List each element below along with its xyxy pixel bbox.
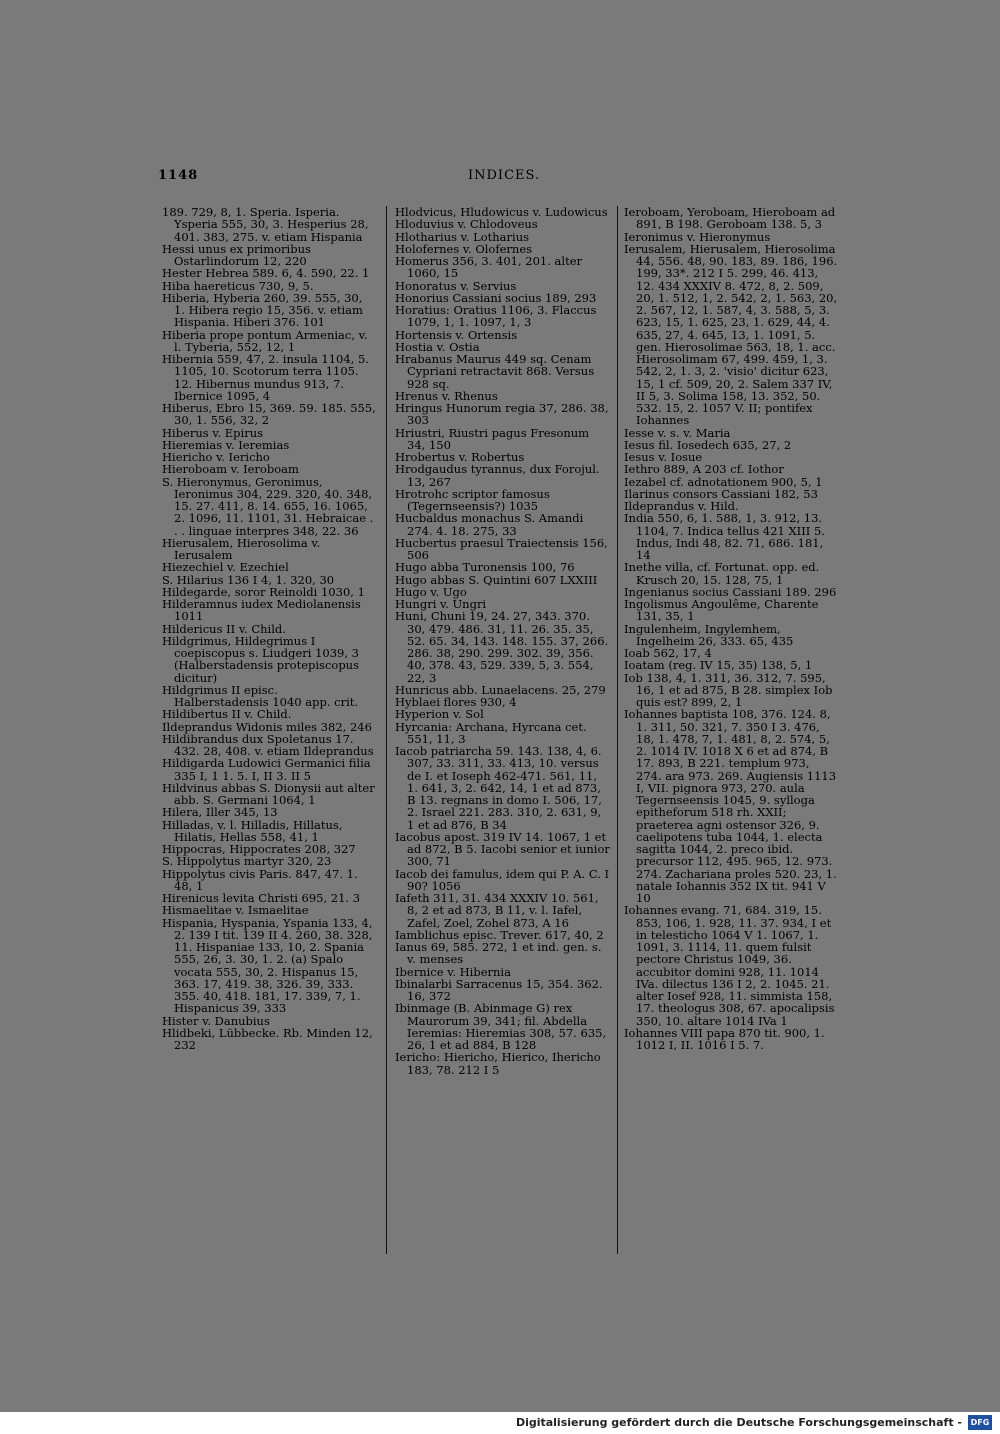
index-column-1 — [162, 206, 376, 1051]
index-entry: Hyrcania: Archana, Hyrcana cet. 551, 11, 3 — [395, 719, 587, 746]
index-entry: Hilladas, v. l. Hilladis, Hillatus, Hilatis, Hellas 558, 41, 1 — [162, 817, 343, 844]
index-entry: Hiberus, Ebro 15, 369. 59. 185. 555, 30, 1. 556, 32, 2 — [162, 401, 376, 428]
index-entry: Hister v. Danubius — [162, 1013, 270, 1028]
index-entry: Ingenianus socius Cassiani 189. 296 — [624, 584, 837, 599]
column-divider — [617, 206, 618, 1254]
index-entry: Hester Hebrea 589. 6, 4. 590, 22. 1 — [162, 266, 370, 281]
page-title: INDICES. — [468, 168, 541, 183]
index-entry: Hiericho v. Iericho — [162, 450, 270, 464]
index-entry: Iacob dei famulus, idem qui P. A. C. I 90? 1056 — [395, 866, 610, 893]
index-entry: Inethe villa, cf. Fortunat. opp. ed. Krusch 20, 15. 128, 75, 1 — [624, 560, 820, 587]
index-entry: Hildvinus abbas S. Dionysii aut alter abb. S. Germani 1064, 1 — [162, 780, 375, 807]
index-entry: Hildegarde, soror Reinoldi 1030, 1 — [162, 584, 365, 599]
index-entry: Hildibrandus dux Spoletanus 17. 432. 28, 408. v. etiam Ildeprandus — [162, 731, 374, 758]
index-entry: Hiezechiel v. Ezechiel — [162, 560, 289, 575]
index-entry: Hrodgaudus tyrannus, dux Forojul. 13, 267 — [395, 462, 600, 489]
index-entry: Hrotrohc scriptor famosus (Tegernseensis?) 1035 — [395, 486, 550, 513]
index-entry: Ibernice v. Hibernia — [395, 964, 511, 979]
index-entry: Hierusalem, Hierosolima v. Ierusalem — [162, 535, 321, 562]
index-entry: Hortensis v. Ortensis — [395, 327, 518, 342]
index-entry: Hildgrimus, Hildegrimus I coepiscopus s. Liudgeri 1039, 3 (Halberstadensis protepiscopus dicitur) — [162, 633, 359, 685]
index-entry: Ianus 69, 585. 272, 1 et ind. gen. s. v. menses — [395, 940, 602, 967]
index-entry: Iohannes evang. 71, 684. 319, 15. 853, 106, 1. 928, 11. 37. 934, I et in telesticho 1064 V 1. 1067, 1. 1091, 3. 1114, 11. quem fulsit pectore Christus 1049, 36. accubitor domini 928, 11. 1014 IVa. dilectus 136 I 2, 2. 1045. 21. alter Iosef 928, 11. simmista 158, 17. theologus 308, 67. apocalipsis 350, 10. altare 1014 IVa 1 — [624, 903, 835, 1028]
index-entry: S. Hippolytus martyr 320, 23 — [162, 854, 332, 869]
index-entry: Hilera, Iller 345, 13 — [162, 805, 278, 820]
index-entry: Hismaelitae v. Ismaelitae — [162, 903, 309, 918]
index-entry: Iesus v. Iosue — [624, 450, 703, 464]
index-entry: Hieroboam v. Ieroboam — [162, 462, 299, 477]
index-entry: Hieremias v. Ieremias — [162, 437, 290, 452]
index-entry: Hessi unus ex primoribus Ostarlindorum 12, 220 — [162, 241, 311, 268]
index-entry: Hippocras, Hippocrates 208, 327 — [162, 842, 356, 856]
index-entry: Honorius Cassiani socius 189, 293 — [395, 290, 597, 305]
index-entry: Hlidbeki, Lübbecke. Rb. Minden 12, 232 — [162, 1025, 373, 1052]
index-entry: Ibinalarbi Sarracenus 15, 354. 362. 16, 372 — [395, 976, 603, 1003]
page-header — [158, 168, 848, 188]
index-entry: India 550, 6, 1. 588, 1, 3. 912, 13. 1104, 7. Indica tellus 421 XIII 5. Indus, Indi 48, 82. 71, 686. 181, 14 — [624, 511, 825, 562]
index-entry: Hispania, Hyspania, Yspania 133, 4, 2. 139 I tit. 139 II 4. 260, 38. 328, 11. Hispaniae 133, 10, 2. Spania 555, 26, 3. 30, 1. 2. (a) Spalo vocata 555, 30, 2. Hispanus 15, 363. 17, 419. 38, 326. 39, 333. 355. 40, 418. 181, 17. 339, 7, 1. Hispanicus 39, 333 — [162, 915, 373, 1016]
index-entry: Hungri v. Ungri — [395, 597, 487, 611]
index-entry: Ieronimus v. Hieronymus — [624, 229, 771, 244]
index-entry: Hostia v. Ostia — [395, 339, 480, 354]
index-entry: Ildeprandus Widonis miles 382, 246 — [162, 719, 372, 734]
index-entry: Iacob patriarcha 59. 143. 138, 4, 6. 307, 33. 311, 33. 413, 10. versus de I. et Ioseph 462-471. 561, 11, 1. 641, 3, 2. 642, 14, 1 et ad 873, B 13. regnans in domo I. 506, 17, 2. Israel 221. 283. 310, 2. 631, 9, 1 et ad 876, B 34 — [395, 744, 602, 832]
index-entry: Ingolismus Angoulême, Charente 131, 35, 1 — [624, 597, 819, 624]
index-entry: Hildibertus II v. Child. — [162, 707, 292, 722]
index-entry: Hrabanus Maurus 449 sq. Cenam Cypriani retractavit 868. Versus 928 sq. — [395, 352, 595, 391]
index-entry: Iezabel cf. adnotationem 900, 5, 1 — [624, 474, 823, 489]
index-entry: Iohannes baptista 108, 376. 124. 8, 1. 311, 50. 321, 7. 350 I 3. 476, 18, 1. 478, 7, 1. 481, 8, 2. 574, 5, 2. 1014 IV. 1018 X 6 et ad 874, B 17. 893, B 221. templum 973, 274. ara 973. 269. Augiensis 1113 I, VII. pignora 973, 270. aula Tegernseensis 1045, 9. sylloga epitheforum 518 rh. XXII; praeterea agni ostensor 326, 9. caelipotens tuba 1044, 1. electa sagitta 1044, 2. preco ibid. precursor 112, 495. 965, 12. 973. 274. Zachariana proles 520. 23, 1. natale Iohannis 352 IX tit. 941 V 10 — [624, 707, 837, 905]
index-entry: Iamblichus episc. Trever. 617, 40, 2 — [395, 927, 604, 942]
index-entry: Hugo v. Ugo — [395, 584, 467, 599]
index-entry: Iob 138, 4, 1. 311, 36. 312, 7. 595, 16, 1 et ad 875, B 28. simplex Iob quis est? 899, 2, 1 — [624, 670, 833, 709]
index-entry: Hildigarda Ludowici Germanici filia 335 I, 1 1. 5. I, II 3. II 5 — [162, 756, 371, 783]
footer-bar — [0, 1412, 1000, 1434]
dfg-logo: DFG — [968, 1415, 992, 1430]
index-entry: Iesse v. s. v. Maria — [624, 425, 731, 440]
column-divider — [386, 206, 387, 1254]
index-entry: Ildeprandus v. Hild. — [624, 499, 739, 513]
index-entry: Hringus Hunorum regia 37, 286. 38, 303 — [395, 401, 609, 428]
index-entry: Horatius: Oratius 1106, 3. Flaccus 1079, 1, 1. 1097, 1, 3 — [395, 303, 597, 330]
index-entry: Hirenicus levita Christi 695, 21. 3 — [162, 891, 361, 905]
index-entry: Iohannes VIII papa 870 tit. 900, 1. 1012 I, II. 1016 I 5. 7. — [624, 1025, 825, 1052]
index-entry: Hilderamnus iudex Mediolanensis 1011 — [162, 597, 361, 624]
index-entry: Hugo abbas S. Quintini 607 LXXIII — [395, 572, 598, 587]
index-entry: Iafeth 311, 31. 434 XXXIV 10. 561, 8, 2 et ad 873, B 11, v. l. Iafel, Zafel, Zoel, Zohel 873, A 16 — [395, 891, 599, 930]
index-entry: S. Hilarius 136 I 4, 1. 320, 30 — [162, 572, 335, 587]
index-entry: Hlotharius v. Lotharius — [395, 229, 530, 244]
index-entry: Ilarinus consors Cassiani 182, 53 — [624, 486, 818, 501]
index-entry: Hlodvicus, Hludowicus v. Ludowicus — [395, 205, 608, 219]
index-entry: Huni, Chuni 19, 24. 27, 343. 370. 30, 479. 486. 31, 11. 26. 35. 35, 52. 65. 34, 143. 148. 155. 37, 266. 286. 38, 290. 299. 302. 39, 356. 40, 378. 43, 529. 339, 5, 3. 554, 22, 3 — [395, 609, 609, 685]
index-entry: Iericho: Hiericho, Hierico, Ihericho 183, 78. 212 I 5 — [395, 1050, 601, 1077]
index-entry: Holofernes v. Olofernes — [395, 241, 533, 256]
index-entry: Ioatam (reg. IV 15, 35) 138, 5, 1 — [624, 658, 813, 673]
index-entry: Hildericus II v. Child. — [162, 621, 286, 636]
index-entry: Hiberia prope pontum Armeniac, v. l. Tyberia, 552, 12, 1 — [162, 327, 368, 354]
index-entry: Hibernia 559, 47, 2. insula 1104, 5. 1105, 10. Scotorum terra 1105. 12. Hibernus mundus 913, 7. Ibernice 1095, 4 — [162, 352, 369, 403]
index-entry: Hiba haereticus 730, 9, 5. — [162, 278, 314, 293]
index-entry: Honoratus v. Servius — [395, 278, 517, 293]
funding-note: Digitalisierung gefördert durch die Deutsche Forschungsgemeinschaft - — [515, 1416, 962, 1429]
index-entry: Hrobertus v. Robertus — [395, 450, 525, 464]
index-entry: Hucbertus praesul Traiectensis 156, 506 — [395, 535, 608, 562]
page-number: 1148 — [158, 168, 199, 183]
index-entry: Iethro 889, A 203 cf. Iothor — [624, 462, 784, 477]
index-entry: Hyblaei flores 930, 4 — [395, 695, 517, 709]
index-entry: Iacobus apost. 319 IV 14. 1067, 1 et ad 872, B 5. Iacobi senior et iunior 300, 71 — [395, 829, 610, 869]
index-entry: Hugo abba Turonensis 100, 76 — [395, 560, 575, 575]
index-entry: Hriustri, Riustri pagus Fresonum 34, 150 — [395, 425, 590, 452]
index-entry: Homerus 356, 3. 401, 201. alter 1060, 15 — [395, 254, 582, 281]
index-column-2 — [395, 206, 610, 1076]
index-entry: Ibinmage (B. Abinmage G) rex Maurorum 39, 341; fil. Abdella Ieremias: Hieremias 308, 57. 635, 26, 1 et ad 884, B 128 — [395, 1001, 607, 1052]
index-entry: Iesus fil. Iosedech 635, 27, 2 — [624, 437, 792, 452]
index-entry: Ioab 562, 17, 4 — [624, 646, 712, 660]
index-entry: Hildgrimus II episc. Halberstadensis 1040 app. crit. — [162, 682, 359, 709]
index-entry: Ierusalem, Hierusalem, Hierosolima 44, 556. 48, 90. 183, 89. 186, 196. 199, 33*. 212 I 5. 299, 46. 413, 12. 434 XXXIV 8. 472, 8, 2. 509, 20, 1. 512, 1, 2. 542, 2, 1. 563, 20, 2. 567, 12, 1. 587, 4, 3. 588, 5, 3. 623, 15, 1. 625, 23, 1. 629, 44, 4. 635, 27, 4. 645, 13, 1. 1091, 5. gen. Hierosolimae 563, 18, 1. acc. Hierosolimam 67, 499. 459, 1, 3. 542, 2, 1. 3, 2. 'visio' dicitur 623, 15, 1 cf. 509, 20, 2. Salem 337 IV, II 5, 3. Solima 158, 13. 352, 50. 532. 15, 2. 1057 V. II; pontifex Iohannes — [624, 241, 838, 428]
index-entry: Hucbaldus monachus S. Amandi 274. 4. 18. 275, 33 — [395, 511, 584, 538]
index-entry: Hiberia, Hyberia 260, 39. 555, 30, 1. Hibera regio 15, 356. v. etiam Hispania. Hiberi 376. 101 — [162, 290, 363, 330]
index-entry: Ingulenheim, Ingylemhem, Ingelheim 26, 333. 65, 435 — [624, 621, 794, 648]
index-column-3 — [624, 206, 838, 1051]
index-entry: Hrenus v. Rhenus — [395, 388, 498, 403]
index-entry: Hloduvius v. Chlodoveus — [395, 217, 538, 232]
index-entry: 189. 729, 8, 1. Speria. Isperia. Ysperia 555, 30, 3. Hesperius 28, 401. 383, 275. v. etiam Hispania — [162, 205, 369, 244]
index-entry: Hunricus abb. Lunaelacens. 25, 279 — [395, 682, 606, 697]
index-entry: Hippolytus civis Paris. 847, 47. 1. 48, 1 — [162, 866, 358, 893]
index-entry: Hiberus v. Epirus — [162, 425, 264, 440]
index-entry: S. Hieronymus, Geronimus, Ieronimus 304, 229. 320, 40. 348, 15. 27. 411, 8. 14. 655, 16. 1065, 2. 1096, 11. 1101, 31. Hebraicae . . . linguae interpres 348, 22. 36 — [162, 474, 374, 538]
index-entry: Ieroboam, Yeroboam, Hieroboam ad 891, B 198. Geroboam 138. 5, 3 — [624, 205, 836, 232]
index-entry: Hyperion v. Sol — [395, 707, 484, 722]
